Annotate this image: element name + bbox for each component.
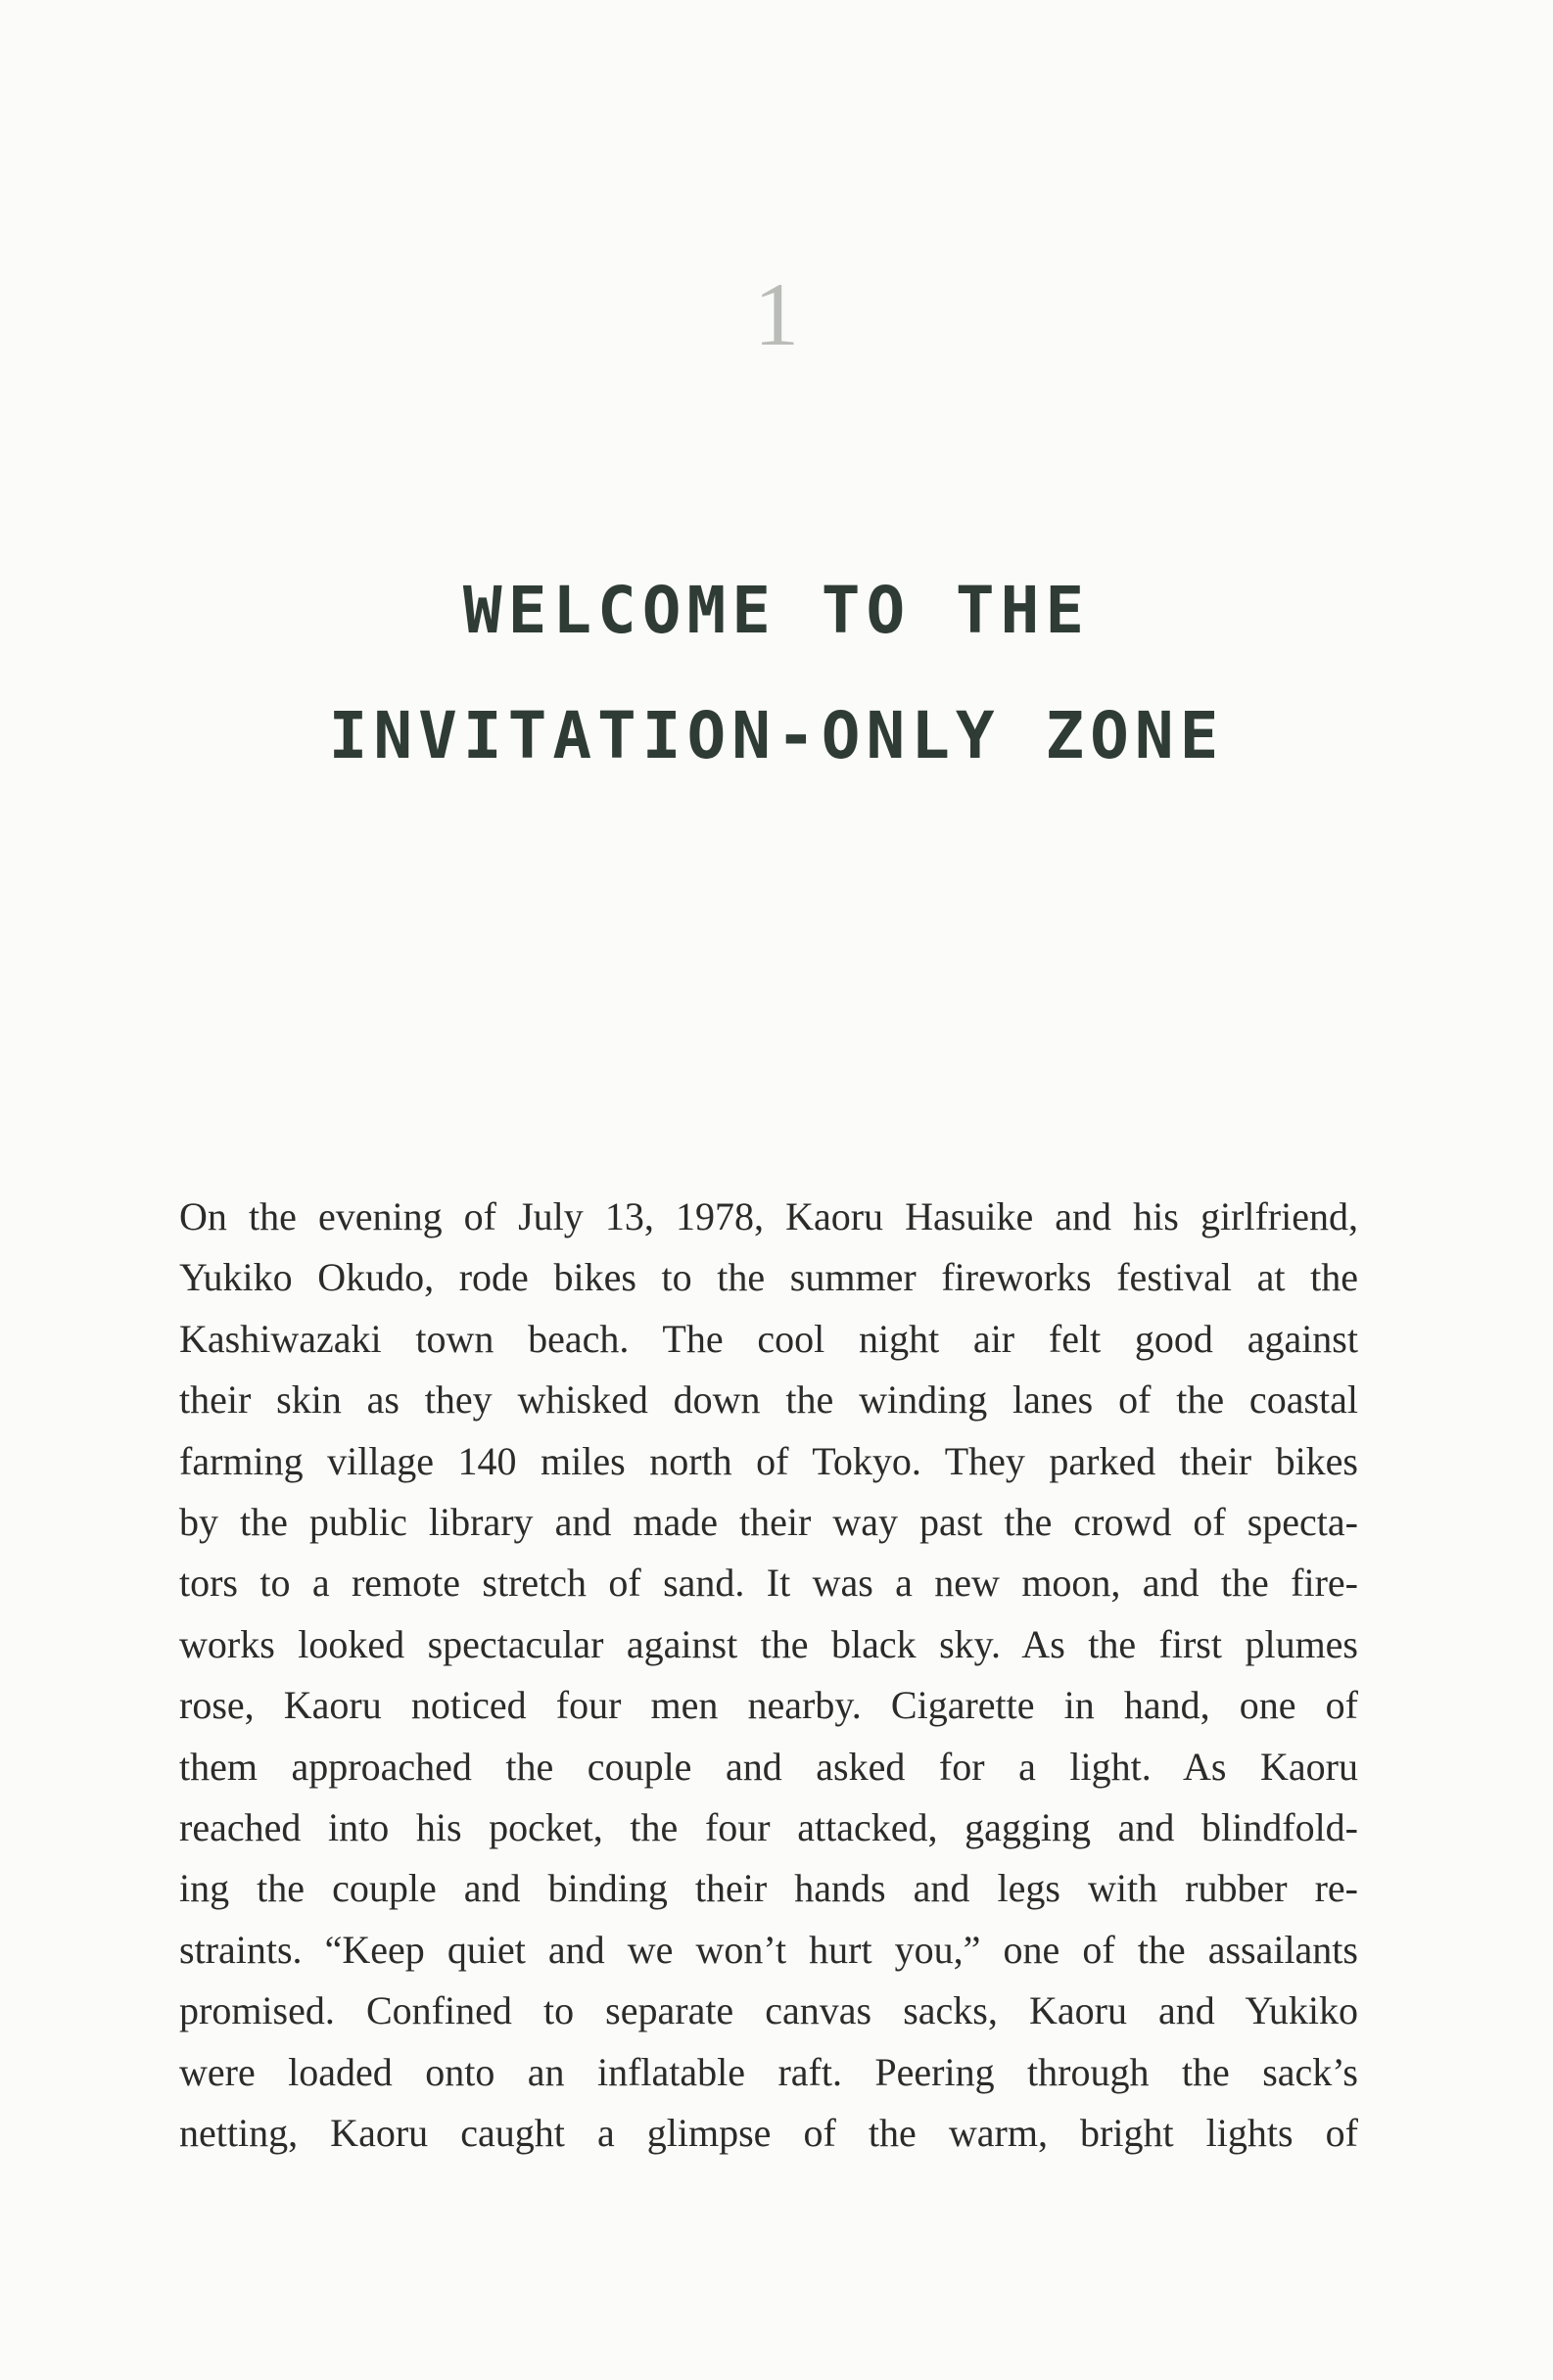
body-line: works looked spectacular against the black sky. As the first plumes [179,1621,1358,1666]
chapter-title-line-2: INVITATION-ONLY ZONE [328,698,1225,773]
chapter-title-line-1: WELCOME TO THE [462,573,1091,648]
body-line: their skin as they whisked down the winding lanes of the coastal [179,1377,1358,1423]
body-line: by the public library and made their way past the crowd of specta- [179,1500,1358,1545]
chapter-number: 1 [754,264,799,364]
body-paragraph [179,1187,1358,2165]
body-line: farming village 140 miles north of Tokyo. They parked their bikes [179,1438,1358,1483]
body-line: were loaded onto an inflatable raft. Peering through the sack’s [179,2049,1358,2094]
body-line: Yukiko Okudo, rode bikes to the summer fireworks festival at the [179,1255,1358,1300]
body-line: On the evening of July 13, 1978, Kaoru Hasuike and his girlfriend, [179,1194,1358,1238]
body-line: ing the couple and binding their hands and legs with rubber re- [179,1866,1358,1911]
body-line: straints. “Keep quiet and we won’t hurt you,” one of the assailants [179,1927,1358,1972]
body-line: reached into his pocket, the four attacked, gagging and blindfold- [179,1805,1358,1850]
body-line: netting, Kaoru caught a glimpse of the warm, bright lights of [179,2111,1358,2156]
chapter-title [0,548,1553,799]
body-line: Kashiwazaki town beach. The cool night air felt good against [179,1316,1358,1361]
body-line: promised. Confined to separate canvas sacks, Kaoru and Yukiko [179,1988,1358,2033]
body-line: rose, Kaoru noticed four men nearby. Cigarette in hand, one of [179,1683,1358,1728]
body-line: tors to a remote stretch of sand. It was a new moon, and the fire- [179,1561,1358,1606]
body-line: them approached the couple and asked for a light. As Kaoru [179,1744,1358,1789]
